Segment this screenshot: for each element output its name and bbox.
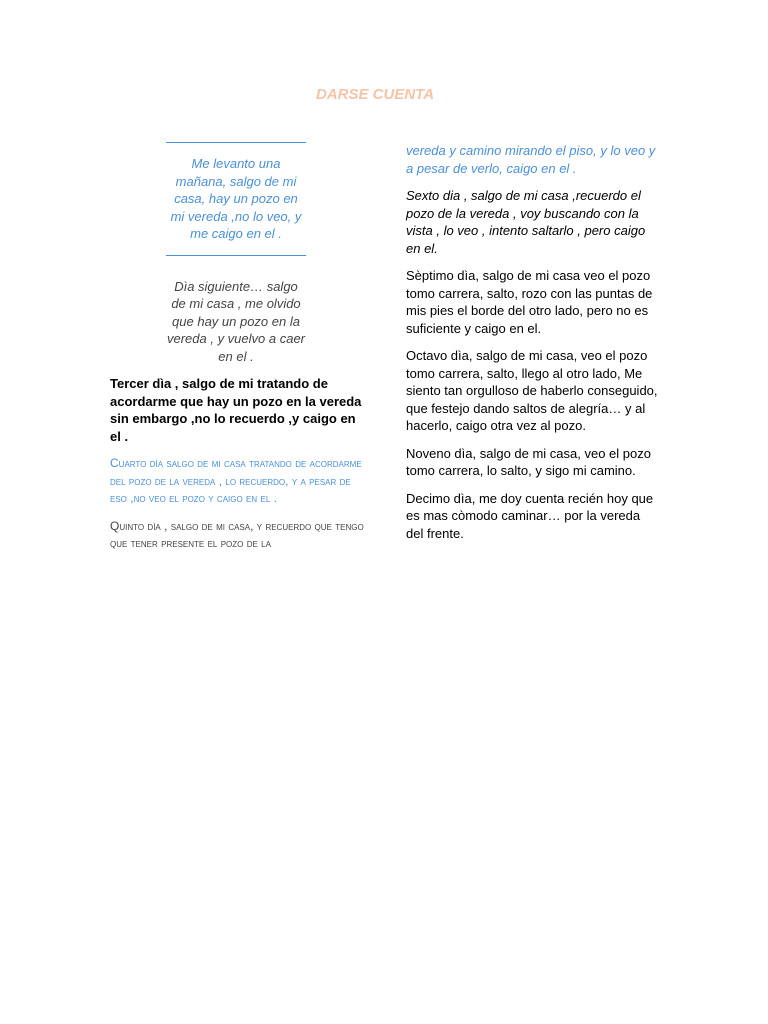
- left-column: [110, 142, 365, 563]
- paragraph-day-3: Tercer dìa , salgo de mi tratando de acordarme que hay un pozo en la vereda sin embargo ,no lo recuerdo ,y caigo en el .: [110, 376, 362, 444]
- pull-quote-day-1: Me levanto una mañana, salgo de mi casa, hay un pozo en mi vereda ,no lo veo, y me caigo en el .: [166, 142, 306, 256]
- right-column: [406, 142, 658, 552]
- paragraph-day-9: Noveno dìa, salgo de mi casa, veo el pozo tomo carrera, lo salto, y sigo mi camino.: [406, 445, 651, 478]
- paragraph-day-7: Sèptimo dìa, salgo de mi casa veo el pozo tomo carrera, salto, rozo con las puntas de mis pies el borde del otro lado, pero no es suficiente y caigo en el.: [406, 268, 653, 336]
- paragraph-day-5-start: Quinto dìa , salgo de mi casa, y recuerdo que tengo que tener presente el pozo de la: [110, 518, 364, 550]
- paragraph-day-6: Sexto dia , salgo de mi casa ,recuerdo el pozo de la vereda , voy buscando con la vista , lo veo , intento saltarlo , pero caigo en el.: [406, 188, 646, 256]
- paragraph-day-10: Decimo dìa, me doy cuenta recién hoy que es mas còmodo caminar… por la vereda del frente.: [406, 490, 654, 541]
- document-title: DARSE CUENTA: [315, 86, 435, 103]
- paragraph-day-5-end: vereda y camino mirando el piso, y lo veo y a pesar de verlo, caigo en el .: [406, 143, 656, 176]
- paragraph-day-8: Octavo dìa, salgo de mi casa, veo el pozo tomo carrera, salto, llego al otro lado, Me siento tan orgulloso de haberlo conseguido, que festejo dando saltos de alegría… y al hacerlo, caigo otra vez al pozo.: [406, 348, 658, 433]
- pull-quote-day-2: Dìa siguiente… salgo de mi casa , me olvido que hay un pozo en la vereda , y vuelvo a caer en el .: [166, 278, 306, 364]
- paragraph-day-4: Cuarto dìa salgo de mi casa tratando de acordarme del pozo de la vereda , lo recuerdo, y a pesar de eso ,no veo el pozo y caigo en el .: [110, 456, 362, 505]
